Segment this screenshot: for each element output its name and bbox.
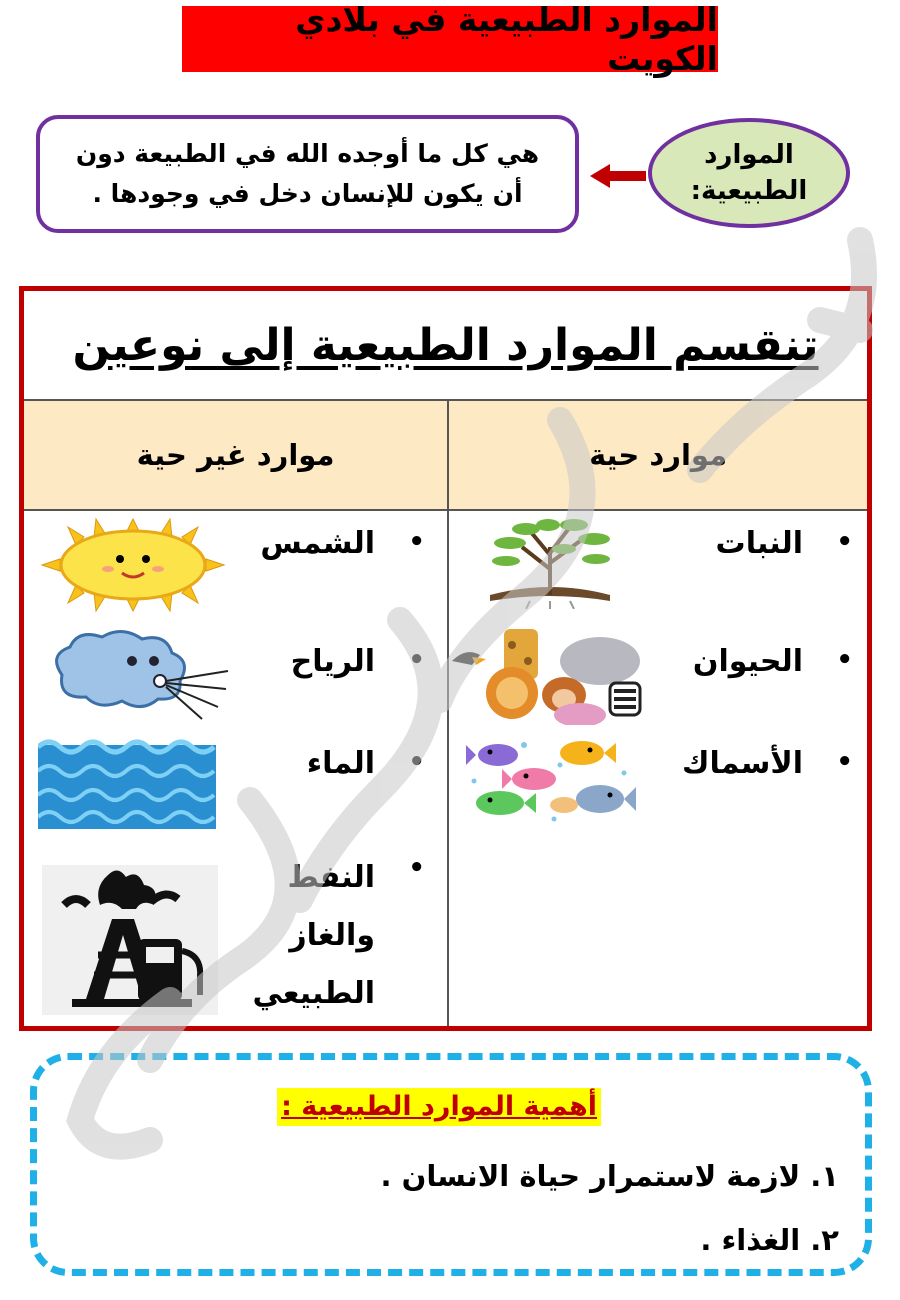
living-header-text: موارد حية — [588, 438, 728, 472]
bullet: • — [836, 645, 853, 675]
plant-icon — [470, 517, 630, 609]
sun-icon — [38, 517, 228, 613]
page-title — [182, 0, 718, 78]
living-item-fish: الأسماك — [682, 746, 803, 781]
table-heading — [24, 291, 867, 401]
nonliving-resources-header — [24, 401, 447, 511]
bullet: • — [836, 747, 853, 777]
importance-title: أهمية الموارد الطبيعية : — [277, 1088, 601, 1126]
column-divider — [447, 401, 449, 1026]
animals-icon — [450, 625, 650, 725]
oil-gas-icon — [42, 865, 218, 1015]
importance-point-2: ٢. الغذاء . — [700, 1223, 839, 1257]
living-resources-header — [449, 401, 867, 511]
bullet: • — [408, 747, 425, 777]
bullet: • — [836, 527, 853, 557]
living-item-plant: النبات — [715, 526, 803, 561]
nonliving-item-sun: الشمس — [260, 526, 375, 561]
definition-box — [36, 115, 579, 233]
water-icon — [38, 737, 216, 829]
fish-icon — [464, 737, 640, 823]
importance-box — [30, 1053, 872, 1276]
definition-text: هي كل ما أوجده الله في الطبيعة دون أن يكون للإنسان دخل في وجودها . — [75, 139, 540, 208]
living-item-animal: الحيوان — [692, 644, 803, 679]
resources-table — [19, 286, 872, 1031]
bullet: • — [408, 645, 425, 675]
nonliving-item-water: الماء — [306, 746, 375, 781]
nonliving-item-oil-gas: النفط والغاز الطبيعي — [252, 860, 375, 1011]
definition-term: الموارد الطبيعية: — [690, 140, 808, 206]
importance-point-1: ١. لازمة لاستمرار حياة الانسان . — [380, 1159, 839, 1193]
bullet: • — [408, 853, 425, 883]
arrow-left-icon — [590, 162, 646, 190]
wind-icon — [42, 625, 232, 721]
nonliving-item-wind: الرياح — [290, 644, 375, 679]
bullet: • — [408, 527, 425, 557]
definition-term-oval — [648, 118, 850, 228]
nonliving-header-text: موارد غير حية — [136, 438, 335, 472]
page-title-text: الموارد الطبيعية في بلادي الكويت — [295, 0, 718, 78]
table-heading-text: تنقسم الموارد الطبيعية إلى نوعين — [72, 319, 819, 371]
